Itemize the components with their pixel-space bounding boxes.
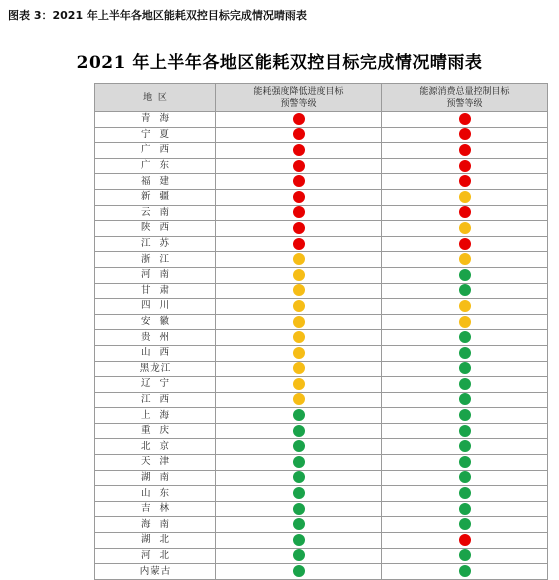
total-level-cell — [382, 221, 548, 237]
intensity-level-cell — [216, 408, 382, 424]
green-warning-dot-icon — [459, 393, 471, 405]
region-name: 广东 — [140, 160, 178, 172]
region-cell — [95, 143, 216, 159]
yellow-warning-dot-icon — [293, 269, 305, 281]
yellow-warning-dot-icon — [459, 222, 471, 234]
region-name: 黑龙江 — [139, 362, 172, 374]
table-row — [95, 392, 548, 408]
table-row — [95, 283, 548, 299]
region-cell — [95, 330, 216, 346]
header-region — [95, 84, 216, 112]
red-warning-dot-icon — [459, 160, 471, 172]
yellow-warning-dot-icon — [459, 316, 471, 328]
total-level-cell — [382, 174, 548, 190]
green-warning-dot-icon — [293, 425, 305, 437]
table-row — [95, 143, 548, 159]
yellow-warning-dot-icon — [293, 378, 305, 390]
region-cell — [95, 174, 216, 190]
yellow-warning-dot-icon — [293, 362, 305, 374]
green-warning-dot-icon — [459, 518, 471, 530]
intensity-level-cell — [216, 377, 382, 393]
table-row — [95, 221, 548, 237]
region-cell — [95, 314, 216, 330]
intensity-level-cell — [216, 174, 382, 190]
green-warning-dot-icon — [459, 269, 471, 281]
region-cell — [95, 158, 216, 174]
green-warning-dot-icon — [459, 425, 471, 437]
region-name: 辽宁 — [140, 378, 178, 390]
table-row — [95, 345, 548, 361]
table-row — [95, 439, 548, 455]
total-level-cell — [382, 455, 548, 471]
region-name: 湖南 — [140, 471, 178, 483]
region-name: 安徽 — [140, 316, 178, 328]
total-level-cell — [382, 486, 548, 502]
intensity-level-cell — [216, 112, 382, 128]
header-total-line1: 能源消费总量控制目标 — [419, 86, 510, 97]
region-cell — [95, 345, 216, 361]
yellow-warning-dot-icon — [293, 300, 305, 312]
table-row — [95, 470, 548, 486]
table-row — [95, 423, 548, 439]
region-name: 吉林 — [140, 503, 178, 515]
header-intensity — [216, 84, 382, 112]
yellow-warning-dot-icon — [459, 300, 471, 312]
green-warning-dot-icon — [293, 565, 305, 577]
region-name: 河南 — [140, 269, 178, 281]
red-warning-dot-icon — [459, 144, 471, 156]
green-warning-dot-icon — [293, 440, 305, 452]
red-warning-dot-icon — [293, 191, 305, 203]
intensity-level-cell — [216, 330, 382, 346]
region-name: 内蒙古 — [139, 565, 172, 577]
region-cell — [95, 470, 216, 486]
intensity-level-cell — [216, 267, 382, 283]
table-row — [95, 501, 548, 517]
intensity-level-cell — [216, 345, 382, 361]
green-warning-dot-icon — [293, 471, 305, 483]
table-header-row — [95, 84, 548, 112]
total-level-cell — [382, 548, 548, 564]
region-cell — [95, 283, 216, 299]
region-cell — [95, 236, 216, 252]
red-warning-dot-icon — [293, 175, 305, 187]
green-warning-dot-icon — [459, 487, 471, 499]
table-row — [95, 517, 548, 533]
table-row — [95, 408, 548, 424]
region-name: 青海 — [140, 113, 178, 125]
table-row — [95, 267, 548, 283]
intensity-level-cell — [216, 361, 382, 377]
intensity-level-cell — [216, 221, 382, 237]
green-warning-dot-icon — [293, 487, 305, 499]
yellow-warning-dot-icon — [293, 331, 305, 343]
yellow-warning-dot-icon — [293, 393, 305, 405]
green-warning-dot-icon — [459, 331, 471, 343]
region-name: 湖北 — [140, 534, 178, 546]
region-cell — [95, 455, 216, 471]
intensity-level-cell — [216, 470, 382, 486]
header-region-label: 地 区 — [143, 92, 167, 103]
green-warning-dot-icon — [459, 284, 471, 296]
region-cell — [95, 533, 216, 549]
region-cell — [95, 189, 216, 205]
total-level-cell — [382, 330, 548, 346]
region-cell — [95, 423, 216, 439]
total-level-cell — [382, 517, 548, 533]
red-warning-dot-icon — [459, 175, 471, 187]
total-level-cell — [382, 408, 548, 424]
intensity-level-cell — [216, 283, 382, 299]
intensity-level-cell — [216, 236, 382, 252]
red-warning-dot-icon — [293, 144, 305, 156]
total-level-cell — [382, 392, 548, 408]
total-level-cell — [382, 533, 548, 549]
header-total — [382, 84, 548, 112]
yellow-warning-dot-icon — [293, 316, 305, 328]
region-cell — [95, 361, 216, 377]
intensity-level-cell — [216, 143, 382, 159]
total-level-cell — [382, 564, 548, 580]
green-warning-dot-icon — [459, 565, 471, 577]
table-row — [95, 252, 548, 268]
region-name: 山西 — [140, 347, 178, 359]
red-warning-dot-icon — [293, 238, 305, 250]
total-level-cell — [382, 283, 548, 299]
green-warning-dot-icon — [293, 503, 305, 515]
green-warning-dot-icon — [459, 456, 471, 468]
table-body — [95, 112, 548, 580]
table-row — [95, 205, 548, 221]
region-name: 北京 — [140, 440, 178, 452]
total-level-cell — [382, 112, 548, 128]
total-level-cell — [382, 127, 548, 143]
table-row — [95, 189, 548, 205]
green-warning-dot-icon — [293, 549, 305, 561]
region-name: 广西 — [140, 144, 178, 156]
intensity-level-cell — [216, 548, 382, 564]
total-level-cell — [382, 158, 548, 174]
intensity-level-cell — [216, 299, 382, 315]
total-level-cell — [382, 423, 548, 439]
red-warning-dot-icon — [293, 113, 305, 125]
region-name: 江西 — [140, 393, 178, 405]
total-level-cell — [382, 470, 548, 486]
region-name: 山东 — [140, 487, 178, 499]
intensity-level-cell — [216, 127, 382, 143]
region-name: 甘肃 — [140, 284, 178, 296]
region-cell — [95, 517, 216, 533]
green-warning-dot-icon — [459, 362, 471, 374]
intensity-level-cell — [216, 189, 382, 205]
region-cell — [95, 267, 216, 283]
region-cell — [95, 501, 216, 517]
region-name: 重庆 — [140, 425, 178, 437]
intensity-level-cell — [216, 501, 382, 517]
red-warning-dot-icon — [459, 128, 471, 140]
total-level-cell — [382, 143, 548, 159]
total-level-cell — [382, 236, 548, 252]
red-warning-dot-icon — [293, 160, 305, 172]
green-warning-dot-icon — [293, 518, 305, 530]
intensity-level-cell — [216, 439, 382, 455]
yellow-warning-dot-icon — [293, 284, 305, 296]
table-row — [95, 112, 548, 128]
intensity-level-cell — [216, 205, 382, 221]
intensity-level-cell — [216, 392, 382, 408]
intensity-level-cell — [216, 423, 382, 439]
table-row — [95, 361, 548, 377]
figure-caption: 图表 3：2021 年上半年各地区能耗双控目标完成情况晴雨表 — [8, 9, 307, 22]
red-warning-dot-icon — [459, 238, 471, 250]
total-level-cell — [382, 189, 548, 205]
table-row — [95, 486, 548, 502]
region-cell — [95, 127, 216, 143]
intensity-level-cell — [216, 158, 382, 174]
table-row — [95, 158, 548, 174]
green-warning-dot-icon — [459, 409, 471, 421]
total-level-cell — [382, 299, 548, 315]
region-name: 云南 — [140, 206, 178, 218]
total-level-cell — [382, 501, 548, 517]
table-title: 2021 年上半年各地区能耗双控目标完成情况晴雨表 — [76, 53, 483, 73]
table-row — [95, 236, 548, 252]
table-row — [95, 377, 548, 393]
region-name: 海南 — [140, 518, 178, 530]
green-warning-dot-icon — [293, 409, 305, 421]
region-name: 河北 — [140, 549, 178, 561]
region-cell — [95, 392, 216, 408]
red-warning-dot-icon — [459, 206, 471, 218]
green-warning-dot-icon — [459, 440, 471, 452]
red-warning-dot-icon — [459, 534, 471, 546]
green-warning-dot-icon — [293, 456, 305, 468]
region-name: 贵州 — [140, 331, 178, 343]
region-name: 宁夏 — [140, 128, 178, 140]
region-name: 江苏 — [140, 238, 178, 250]
intensity-level-cell — [216, 517, 382, 533]
total-level-cell — [382, 361, 548, 377]
green-warning-dot-icon — [459, 378, 471, 390]
region-cell — [95, 299, 216, 315]
green-warning-dot-icon — [459, 549, 471, 561]
region-name: 陕西 — [140, 222, 178, 234]
region-cell — [95, 377, 216, 393]
intensity-level-cell — [216, 455, 382, 471]
total-level-cell — [382, 377, 548, 393]
table-row — [95, 455, 548, 471]
yellow-warning-dot-icon — [293, 253, 305, 265]
green-warning-dot-icon — [459, 471, 471, 483]
region-name: 上海 — [140, 409, 178, 421]
red-warning-dot-icon — [293, 128, 305, 140]
red-warning-dot-icon — [293, 206, 305, 218]
green-warning-dot-icon — [459, 503, 471, 515]
table-row — [95, 330, 548, 346]
table-row — [95, 174, 548, 190]
region-name: 新疆 — [140, 191, 178, 203]
region-cell — [95, 221, 216, 237]
red-warning-dot-icon — [293, 222, 305, 234]
region-cell — [95, 112, 216, 128]
region-cell — [95, 564, 216, 580]
table-row — [95, 314, 548, 330]
region-cell — [95, 439, 216, 455]
region-name: 浙江 — [140, 253, 178, 265]
total-level-cell — [382, 439, 548, 455]
table-row — [95, 548, 548, 564]
intensity-level-cell — [216, 486, 382, 502]
region-cell — [95, 408, 216, 424]
yellow-warning-dot-icon — [459, 253, 471, 265]
traffic-light-table — [94, 83, 548, 580]
table-row — [95, 533, 548, 549]
total-level-cell — [382, 205, 548, 221]
total-level-cell — [382, 314, 548, 330]
table-row — [95, 299, 548, 315]
table-row — [95, 127, 548, 143]
total-level-cell — [382, 345, 548, 361]
header-intensity-line1: 能耗强度降低进度目标 — [253, 86, 344, 97]
region-cell — [95, 486, 216, 502]
intensity-level-cell — [216, 564, 382, 580]
region-cell — [95, 252, 216, 268]
green-warning-dot-icon — [293, 534, 305, 546]
yellow-warning-dot-icon — [293, 347, 305, 359]
total-level-cell — [382, 252, 548, 268]
region-cell — [95, 548, 216, 564]
header-total-line2: 预警等级 — [446, 98, 483, 109]
red-warning-dot-icon — [459, 113, 471, 125]
region-name: 福建 — [140, 175, 178, 187]
green-warning-dot-icon — [459, 347, 471, 359]
total-level-cell — [382, 267, 548, 283]
header-intensity-line2: 预警等级 — [280, 98, 317, 109]
region-name: 四川 — [140, 300, 178, 312]
yellow-warning-dot-icon — [459, 191, 471, 203]
intensity-level-cell — [216, 314, 382, 330]
intensity-level-cell — [216, 533, 382, 549]
table-row — [95, 564, 548, 580]
intensity-level-cell — [216, 252, 382, 268]
region-name: 天津 — [140, 456, 178, 468]
region-cell — [95, 205, 216, 221]
